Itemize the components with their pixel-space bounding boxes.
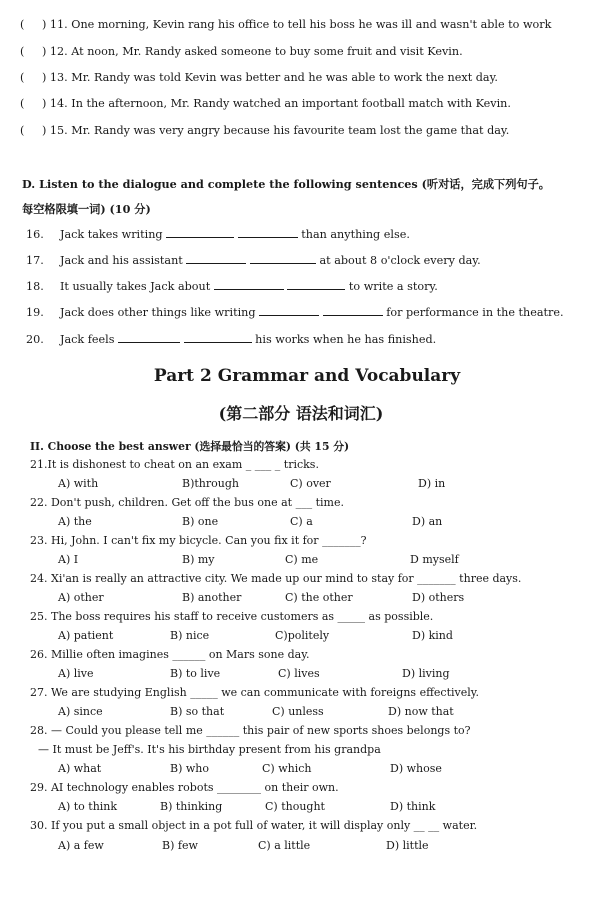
part2-title: Part 2 Grammar and Vocabulary bbox=[153, 366, 461, 386]
item-text-after: to write a story. bbox=[348, 280, 438, 293]
option-a[interactable]: A) to think bbox=[58, 800, 118, 813]
question-27: 27. We are studying English _____ we can communicate with foreigns effectively. bbox=[30, 686, 479, 699]
item-text-before: Jack feels bbox=[60, 333, 115, 346]
option-c[interactable]: C) thought bbox=[265, 800, 325, 813]
option-d[interactable]: D) little bbox=[386, 839, 429, 852]
question-25: 25. The boss requires his staff to receive customers as _____ as possible. bbox=[30, 610, 434, 623]
tf-item-11 bbox=[20, 18, 551, 31]
section-d-heading-line2: 每空格限填一词) (10 分) bbox=[22, 202, 151, 216]
option-c[interactable]: C) a bbox=[290, 515, 313, 528]
item-number: 18. bbox=[26, 280, 44, 293]
option-b[interactable]: B) nice bbox=[170, 629, 210, 642]
answer-blank[interactable] bbox=[323, 305, 383, 316]
option-a[interactable]: A) the bbox=[58, 515, 92, 528]
item-number: 17. bbox=[26, 254, 44, 267]
option-d[interactable]: D myself bbox=[410, 553, 459, 566]
option-c[interactable]: C) a little bbox=[258, 839, 311, 852]
item-text-after: his works when he has finished. bbox=[255, 333, 437, 346]
option-d[interactable]: D) others bbox=[412, 591, 465, 604]
fill-item-17 bbox=[26, 253, 481, 267]
option-b[interactable]: B) my bbox=[182, 553, 215, 566]
option-c[interactable]: C)politely bbox=[275, 629, 330, 642]
tf-item-15 bbox=[20, 124, 509, 137]
option-b[interactable]: B) to live bbox=[170, 667, 221, 680]
answer-blank[interactable] bbox=[186, 253, 246, 264]
tf-paren: ( bbox=[20, 71, 25, 84]
tf-paren: ( bbox=[20, 124, 25, 137]
item-text-before: It usually takes Jack about bbox=[60, 280, 211, 293]
option-d[interactable]: D) think bbox=[390, 800, 436, 813]
item-number: 20. bbox=[26, 333, 44, 346]
answer-blank[interactable] bbox=[238, 227, 298, 238]
section-d-heading-line1: D. Listen to the dialogue and complete the following sentences (听对话，完成下列句子。 bbox=[22, 177, 550, 191]
tf-paren: ( bbox=[20, 45, 25, 58]
option-a[interactable]: A) I bbox=[58, 553, 79, 566]
answer-blank[interactable] bbox=[259, 305, 319, 316]
question-28-response: — It must be Jeff's. It's his birthday present from his grandpa bbox=[38, 743, 381, 756]
item-text-after: at about 8 o'clock every day. bbox=[319, 254, 481, 267]
option-d[interactable]: D) in bbox=[418, 477, 446, 490]
item-text-before: Jack and his assistant bbox=[60, 254, 183, 267]
option-b[interactable]: B) few bbox=[162, 839, 198, 852]
option-a[interactable]: A) live bbox=[58, 667, 94, 680]
item-text-before: Jack does other things like writing bbox=[60, 306, 256, 319]
option-c[interactable]: C) the other bbox=[285, 591, 353, 604]
fill-item-19 bbox=[26, 305, 564, 319]
option-a[interactable]: A) with bbox=[58, 477, 99, 490]
answer-blank[interactable] bbox=[166, 227, 234, 238]
part2-subtitle: (第二部分 语法和词汇) bbox=[218, 404, 384, 423]
option-a[interactable]: A) patient bbox=[58, 629, 114, 642]
answer-blank[interactable] bbox=[214, 279, 284, 290]
option-d[interactable]: D) living bbox=[402, 667, 450, 680]
option-c[interactable]: C) unless bbox=[272, 705, 324, 718]
option-b[interactable]: B) thinking bbox=[160, 800, 223, 813]
answer-blank[interactable] bbox=[287, 279, 345, 290]
fill-item-18 bbox=[26, 279, 438, 293]
option-a[interactable]: A) other bbox=[58, 591, 104, 604]
tf-item-14 bbox=[20, 97, 511, 110]
answer-blank[interactable] bbox=[184, 332, 252, 343]
option-b[interactable]: B) one bbox=[182, 515, 219, 528]
option-a[interactable]: A) what bbox=[58, 762, 102, 775]
option-b[interactable]: B) so that bbox=[170, 705, 225, 718]
tf-text: ) 11. One morning, Kevin rang his office to tell his boss he was ill and wasn't able to work bbox=[42, 18, 552, 31]
option-c[interactable]: C) which bbox=[262, 762, 312, 775]
question-28: 28. — Could you please tell me ______ this pair of new sports shoes belongs to? bbox=[30, 724, 471, 737]
question-26: 26. Millie often imagines ______ on Mars sone day. bbox=[30, 648, 310, 661]
answer-blank[interactable] bbox=[118, 332, 180, 343]
question-21: 21.It is dishonest to cheat on an exam _ ___ _ tricks. bbox=[30, 458, 319, 471]
tf-item-12 bbox=[20, 45, 463, 58]
tf-text: ) 13. Mr. Randy was told Kevin was better and he was able to work the next day. bbox=[42, 71, 498, 84]
item-text-before: Jack takes writing bbox=[60, 228, 163, 241]
item-text-after: than anything else. bbox=[301, 228, 410, 241]
question-23: 23. Hi, John. I can't fix my bicycle. Can you fix it for _______? bbox=[30, 534, 367, 547]
option-d[interactable]: D) kind bbox=[412, 629, 453, 642]
fill-item-20 bbox=[26, 332, 436, 346]
option-d[interactable]: D) an bbox=[412, 515, 443, 528]
answer-blank[interactable] bbox=[250, 253, 316, 264]
option-b[interactable]: B) another bbox=[182, 591, 242, 604]
option-b[interactable]: B) who bbox=[170, 762, 209, 775]
fill-item-16 bbox=[26, 227, 410, 241]
option-d[interactable]: D) now that bbox=[388, 705, 454, 718]
option-a[interactable]: A) a few bbox=[58, 839, 104, 852]
option-c[interactable]: C) me bbox=[285, 553, 319, 566]
option-b[interactable]: B)through bbox=[182, 477, 239, 490]
question-24: 24. Xi'an is really an attractive city. We made up our mind to stay for _______ three days. bbox=[30, 572, 522, 585]
tf-text: ) 12. At noon, Mr. Randy asked someone to buy some fruit and visit Kevin. bbox=[42, 45, 463, 58]
tf-paren: ( bbox=[20, 18, 25, 31]
option-a[interactable]: A) since bbox=[58, 705, 103, 718]
option-c[interactable]: C) over bbox=[290, 477, 331, 490]
option-c[interactable]: C) lives bbox=[278, 667, 320, 680]
option-d[interactable]: D) whose bbox=[390, 762, 442, 775]
question-29: 29. AI technology enables robots ________ on their own. bbox=[30, 781, 339, 794]
item-text-after: for performance in the theatre. bbox=[386, 306, 564, 319]
question-22: 22. Don't push, children. Get off the bus one at ___ time. bbox=[30, 496, 344, 509]
section-ii-heading: II. Choose the best answer (选择最恰当的答案) (共 15 分) bbox=[30, 440, 350, 453]
item-number: 19. bbox=[26, 306, 44, 319]
tf-text: ) 14. In the afternoon, Mr. Randy watched an important football match with Kevin. bbox=[42, 97, 511, 110]
tf-text: ) 15. Mr. Randy was very angry because his favourite team lost the game that day. bbox=[42, 124, 510, 137]
question-30: 30. If you put a small object in a pot full of water, it will display only __ __ water. bbox=[30, 819, 478, 832]
tf-paren: ( bbox=[20, 97, 25, 110]
tf-item-13 bbox=[20, 71, 498, 84]
item-number: 16. bbox=[26, 228, 44, 241]
